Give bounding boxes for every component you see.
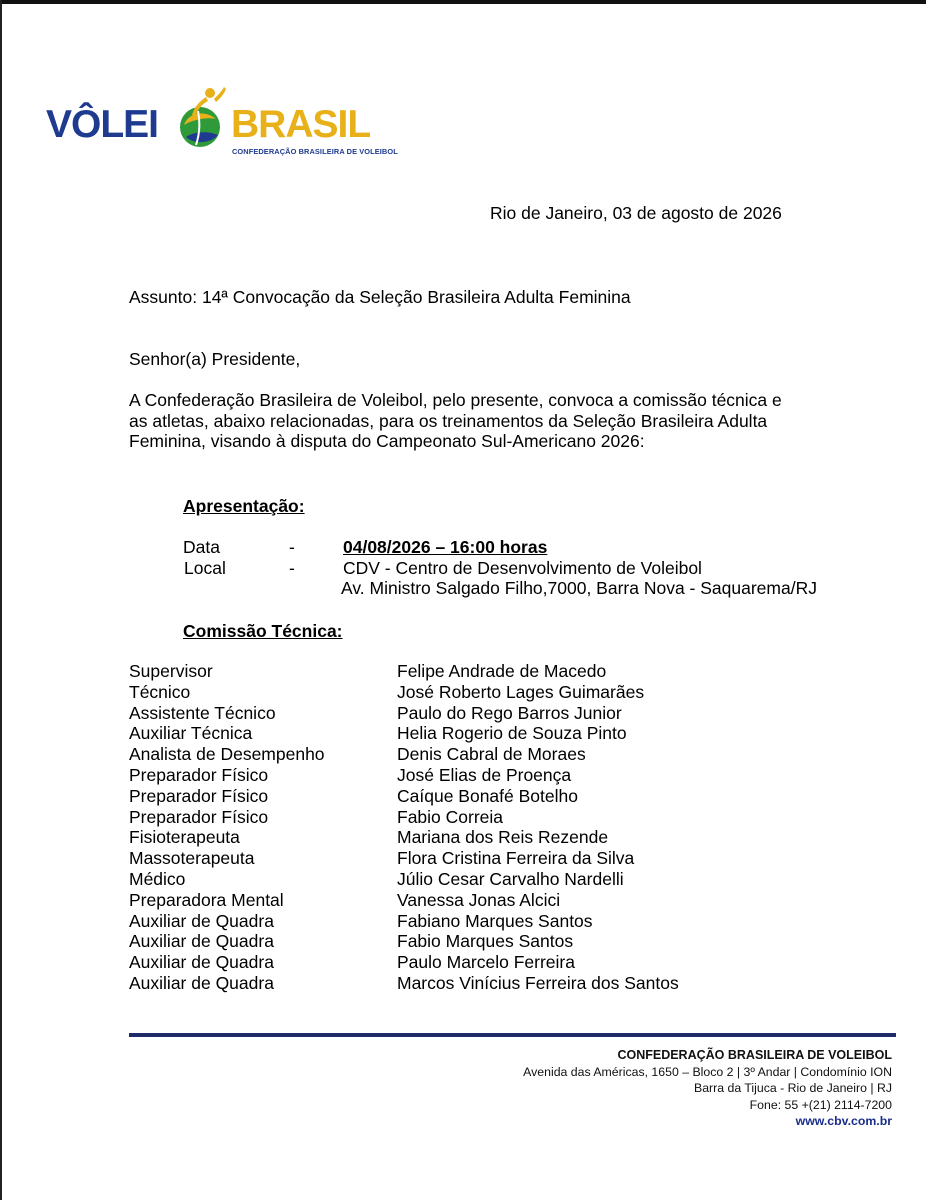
local-dash: -	[289, 558, 295, 578]
staff-name: Caíque Bonafé Botelho	[397, 785, 578, 806]
logo-word-brasil: BRASIL	[231, 103, 371, 146]
staff-name: Flora Cristina Ferreira da Silva	[397, 848, 635, 869]
staff-name: Felipe Andrade de Macedo	[397, 661, 607, 681]
staff-role: Preparador Físico	[129, 785, 269, 806]
local-label: Local	[184, 558, 226, 578]
staff-role: Analista de Desempenho	[129, 744, 325, 765]
footer-address-line-2: Barra da Tijuca - Rio de Janeiro | RJ	[694, 1081, 892, 1095]
staff-name: Fabiano Marques Santos	[397, 910, 593, 931]
staff-row	[129, 723, 829, 744]
staff-name: Denis Cabral de Moraes	[397, 744, 586, 765]
footer-org-name: CONFEDERAÇÃO BRASILEIRA DE VOLEIBOL	[617, 1048, 892, 1062]
footer-contact	[523, 1047, 892, 1130]
staff-role: Preparador Físico	[129, 806, 269, 827]
staff-row	[129, 703, 829, 724]
staff-role: Preparador Físico	[129, 764, 269, 785]
staff-row	[129, 890, 829, 911]
logo-subtitle: CONFEDERAÇÃO BRASILEIRA DE VOLEIBOL	[232, 147, 398, 156]
logo-word-volei: VÔLEI	[46, 103, 159, 146]
staff-row	[129, 911, 829, 932]
comissao-heading: Comissão Técnica:	[183, 621, 343, 641]
staff-role: Auxiliar de Quadra	[129, 910, 274, 931]
staff-name: Paulo Marcelo Ferreira	[397, 952, 575, 973]
staff-role: Supervisor	[129, 661, 213, 681]
staff-role: Médico	[129, 868, 186, 889]
staff-row	[129, 952, 829, 973]
staff-role: Massoterapeuta	[129, 848, 255, 869]
page-top-border	[0, 0, 926, 4]
footer-website-link[interactable]: www.cbv.com.br	[795, 1114, 892, 1128]
staff-role: Técnico	[129, 681, 191, 702]
footer-address-line-1: Avenida das Américas, 1650 – Bloco 2 | 3º Andar | Condomínio ION	[523, 1064, 892, 1079]
staff-name: Fabio Marques Santos	[397, 931, 574, 952]
staff-role: Assistente Técnico	[129, 702, 276, 723]
staff-row	[129, 973, 829, 994]
staff-row	[129, 931, 829, 952]
staff-role: Fisioterapeuta	[129, 827, 240, 848]
staff-name: Marcos Vinícius Ferreira dos Santos	[397, 972, 679, 993]
staff-role: Auxiliar Técnica	[129, 723, 253, 744]
letter-date: Rio de Janeiro, 03 de agosto de 2026	[490, 203, 782, 223]
staff-row	[129, 807, 829, 828]
staff-name: José Roberto Lages Guimarães	[397, 681, 645, 702]
staff-name: Paulo do Rego Barros Junior	[397, 702, 622, 723]
letter-greeting: Senhor(a) Presidente,	[129, 349, 301, 369]
staff-role: Auxiliar de Quadra	[129, 972, 274, 993]
staff-role: Auxiliar de Quadra	[129, 952, 274, 973]
staff-name: Helia Rogerio de Souza Pinto	[397, 723, 627, 744]
staff-name: Mariana dos Reis Rezende	[397, 827, 609, 848]
staff-row	[129, 682, 829, 703]
staff-name: Vanessa Jonas Alcici	[397, 889, 561, 910]
staff-row	[129, 869, 829, 890]
local-address: Av. Ministro Salgado Filho,7000, Barra Nova - Saquarema/RJ	[341, 578, 817, 598]
data-value: 04/08/2026 – 16:00 horas	[343, 537, 548, 557]
staff-name: José Elias de Proença	[397, 764, 572, 785]
data-label: Data	[183, 537, 220, 557]
staff-role: Preparadora Mental	[129, 889, 284, 910]
staff-name: Júlio Cesar Carvalho Nardelli	[397, 868, 624, 889]
staff-row	[129, 744, 829, 765]
letter-subject: Assunto: 14ª Convocação da Seleção Brasileira Adulta Feminina	[129, 287, 631, 307]
staff-row	[129, 661, 829, 682]
apresentacao-heading: Apresentação:	[183, 496, 305, 516]
staff-role: Auxiliar de Quadra	[129, 931, 274, 952]
staff-row	[129, 827, 829, 848]
footer-phone: Fone: 55 +(21) 2114-7200	[749, 1097, 892, 1112]
page-left-border	[0, 0, 2, 1200]
staff-row	[129, 765, 829, 786]
volleyball-player-icon	[170, 85, 230, 157]
staff-row	[129, 848, 829, 869]
letter-paragraph: A Confederação Brasileira de Voleibol, pelo presente, convoca a comissão técnica e as atletas, abaixo relacionadas, para os treinamentos da Seleção Brasileira Adulta Feminina, visando à disputa do Campeonato Sul-Americano 2026:	[129, 390, 782, 452]
volei-brasil-logo	[46, 85, 398, 165]
staff-list	[129, 661, 829, 994]
data-dash: -	[289, 537, 295, 557]
footer-divider	[129, 1033, 896, 1037]
local-value: CDV - Centro de Desenvolvimento de Voleibol	[343, 558, 702, 578]
staff-name: Fabio Correia	[397, 806, 504, 827]
staff-row	[129, 786, 829, 807]
